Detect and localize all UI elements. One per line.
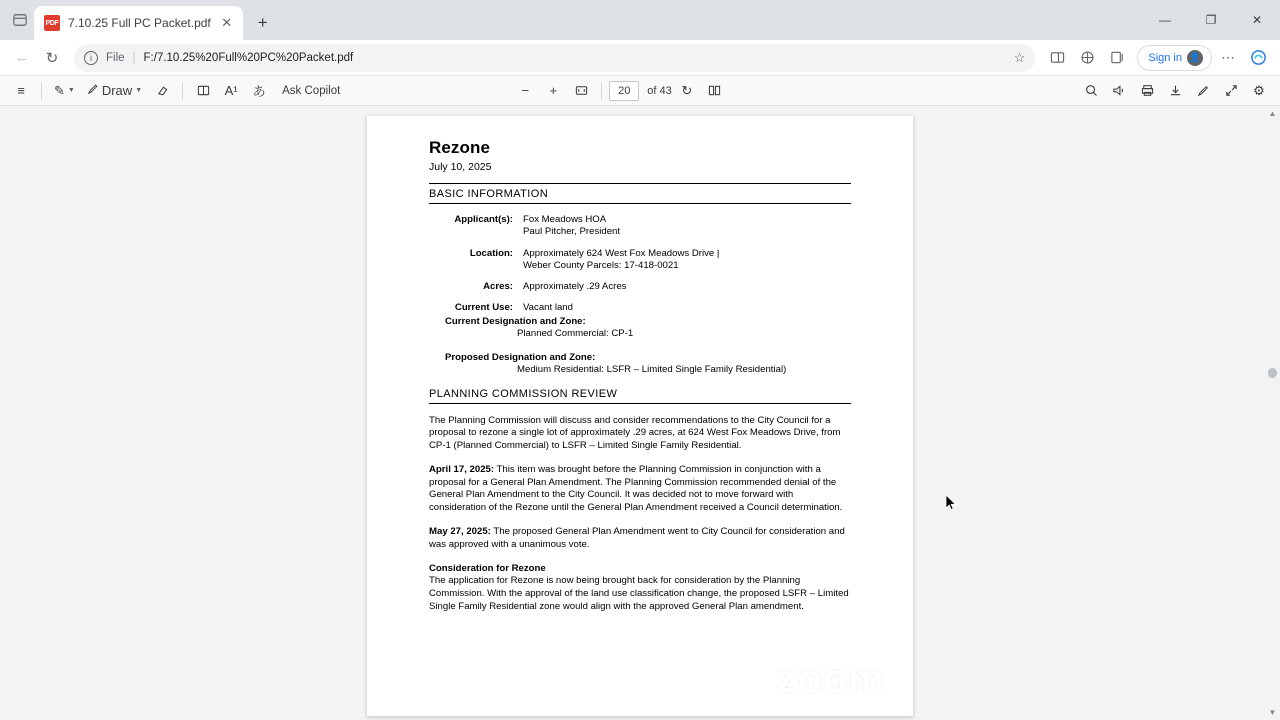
page-title: Rezone [429,138,491,157]
browser-tab[interactable] [34,6,243,40]
draw-tool-button[interactable] [82,79,147,103]
toolbar-divider [182,83,183,99]
collections-icon[interactable] [1103,44,1131,72]
rotate-icon[interactable]: ↻ [681,82,693,98]
text-selection-icon[interactable] [190,79,216,103]
zoom-out-button[interactable]: − [521,83,530,98]
toolbar-divider [601,83,602,99]
erase-tool-button[interactable] [149,79,175,103]
fullscreen-icon[interactable] [1218,79,1244,103]
search-icon[interactable] [1078,79,1104,103]
field-value-line: Fox Meadows HOA [523,214,607,225]
field-label: Applicant(s): [454,214,513,225]
fit-page-button[interactable] [568,79,594,103]
entry-date: April 17, 2025: [429,463,495,475]
zoom-watermark: zoom [776,657,885,701]
address-bar[interactable]: i File | F:/7.10.25%20Full%20PC%20Packet.pdf ☆ [74,44,1035,72]
field-value [519,214,851,239]
avatar: 👤 [1187,50,1203,66]
sidebar-toggle-icon[interactable]: ≡ [17,83,25,98]
proposed-designation-value: Medium Residential: LSFR – Limited Single Family Residential) [517,364,787,376]
annotate-icon[interactable] [1190,79,1216,103]
pdf-toolbar [0,76,1280,106]
highlight-icon: ✎ [54,82,65,98]
table-row [429,302,851,314]
entry-text: The proposed General Plan Amendment went to City Council for consideration and was approved with a unanimous vote. [429,525,845,550]
mouse-cursor [945,494,957,512]
entry-date: May 27, 2025: [429,525,491,537]
highlight-tool-button[interactable] [49,79,80,103]
review-paragraph: The Planning Commission will discuss and consider recommendations to the City Council for a proposal to rezone a single lot of approximately .29 acres, at 624 West Fox Meadows Drive, from CP-1 (Planned Commercial) to LSFR – Limited Single Family Residential. [429,414,841,452]
field-label: Current Use: [454,302,513,314]
read-aloud-button[interactable] [1106,79,1132,103]
pdf-page [367,116,913,716]
window-controls [1142,0,1280,40]
field-label: Location: [469,247,513,259]
consideration-paragraph: The application for Rezone is now being brought back for consideration by the Planning Commission. With the approval of the land use classification change, the proposed LSFR – Limited Single Family Residential zone would align with the approved General Plan amendment. [429,575,849,612]
consideration-heading: Consideration for Rezone [429,563,546,575]
page-count-label: of 43 [647,84,672,97]
page-layout-icon[interactable] [702,79,728,103]
section-heading-planning-commission-review: PLANNING COMMISSION REVIEW [429,388,851,404]
more-options-icon[interactable]: ⋯ [1221,49,1235,65]
current-designation-label: Current Designation and Zone: [445,315,586,327]
translate-icon[interactable]: あ [252,84,266,99]
pdf-viewer[interactable] [0,106,1280,720]
bookmark-star-icon[interactable]: ☆ [1013,49,1026,65]
browser-essentials-icon[interactable] [1073,44,1101,72]
print-icon[interactable] [1134,79,1160,103]
field-value [519,302,851,314]
settings-gear-icon[interactable]: ⚙ [1253,82,1265,98]
table-row [429,248,851,273]
section-heading-basic-information: BASIC INFORMATION [429,188,851,204]
pen-icon [87,83,99,98]
pdf-favicon-icon: PDF [44,15,60,31]
field-value-line: Approximately 624 West Fox Meadows Drive | [523,247,720,259]
table-row [429,281,851,293]
field-value-line: Vacant land [523,302,573,314]
title-bar [0,0,1280,40]
read-aloud-icon[interactable]: A¹ [224,83,238,98]
save-icon[interactable] [1162,79,1188,103]
field-value-line: Paul Pitcher, President [523,226,621,238]
field-value [519,281,851,293]
title-divider [429,183,851,184]
zoom-in-button[interactable]: + [549,83,558,98]
scroll-down-icon[interactable]: ▼ [1268,708,1277,717]
field-value [519,248,851,273]
split-screen-icon[interactable] [1043,44,1071,72]
sign-in-label: Sign in [1148,51,1182,64]
chevron-down-icon: ▼ [67,87,75,94]
tab-search-icon[interactable] [6,0,34,40]
reload-icon[interactable]: ↻ [45,49,59,67]
toolbar-divider [41,83,42,99]
current-designation-value: Planned Commercial: CP-1 [517,327,634,339]
chevron-down-icon: ▼ [135,87,143,94]
entry-april [429,464,851,515]
back-icon[interactable]: ← [14,49,30,66]
scroll-up-icon[interactable]: ▲ [1268,109,1277,118]
browser-toolbar [0,40,1280,76]
info-icon: i [84,51,98,65]
entry-text: This item was brought before the Planning Commission in conjunction with a proposal for a General Plan Amendment. The Planning Commission recommended denial of the General Plan Amendment to the City Council. It was decided not to move forward with consideration of the Rezone until the General Plan Amendment received a Council determination. [429,463,843,514]
page-number-input[interactable]: 20 [609,81,639,101]
scrollbar-thumb[interactable] [1268,368,1277,378]
sign-in-button[interactable] [1137,45,1212,71]
ask-copilot-button[interactable]: Ask Copilot [282,84,341,97]
field-value-line: Weber County Parcels: 17-418-0021 [523,259,679,271]
field-label: Acres: [483,281,513,293]
close-icon[interactable]: ✕ [221,15,233,30]
entry-may [429,526,851,552]
table-row [429,214,851,239]
basic-information-table [429,214,851,377]
copilot-icon[interactable] [1244,44,1272,72]
document-date: July 10, 2025 [429,161,492,173]
tab-title: 7.10.25 Full PC Packet.pdf [68,16,211,30]
maximize-button[interactable]: ❐ [1205,13,1217,27]
url-text[interactable]: F:/7.10.25%20Full%20PC%20Packet.pdf [143,51,354,64]
window-close-button[interactable]: ✕ [1251,13,1263,27]
url-scheme-label: File [106,51,125,64]
proposed-designation-label: Proposed Designation and Zone: [445,352,596,364]
minimize-button[interactable]: — [1159,13,1171,27]
draw-label: Draw [101,83,133,98]
vertical-scrollbar[interactable] [1265,106,1280,720]
field-value-line: Approximately .29 Acres [523,281,627,293]
new-tab-button[interactable]: + [257,13,268,32]
